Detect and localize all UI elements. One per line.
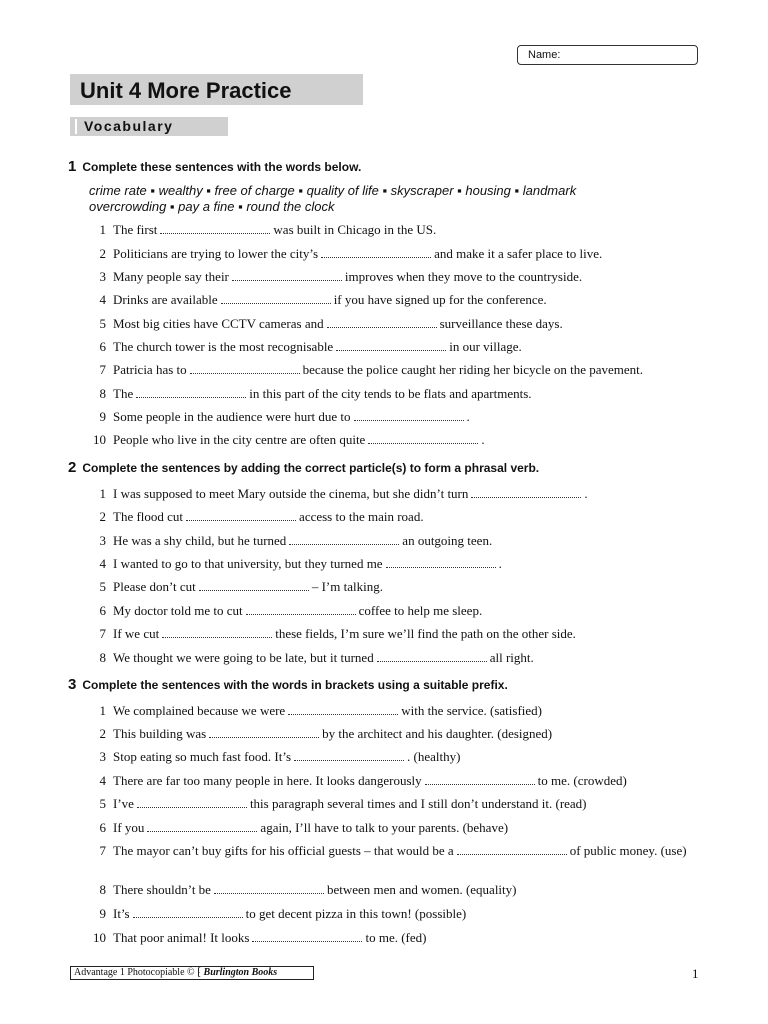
item-text-before: We complained because we were [113, 703, 286, 718]
item-text-before: This building was [113, 726, 207, 741]
item-text [106, 930, 426, 945]
item-number: 2 [99, 509, 106, 524]
item-text [106, 820, 508, 835]
item-text-before: There shouldn’t be [113, 882, 211, 897]
publisher-logo-icon: ⁅ [197, 967, 202, 978]
exercise-1-item [78, 292, 698, 308]
item-text-before: People who live in the city centre are often quite [113, 432, 366, 447]
item-text-after: . [466, 409, 470, 424]
item-text-after: was built in Chicago in the US. [273, 222, 437, 237]
item-text-before: Most big cities have CCTV cameras and [113, 316, 324, 331]
exercise-3-item [78, 703, 698, 719]
item-text-before: It’s [113, 906, 130, 921]
item-number: 10 [93, 432, 106, 447]
section-heading: Vocabulary [70, 117, 228, 136]
item-number: 4 [99, 773, 106, 788]
item-text [106, 726, 552, 741]
item-number: 2 [99, 246, 106, 261]
item-text-after: coffee to help me sleep. [358, 603, 483, 618]
item-number: 4 [99, 292, 106, 307]
name-field[interactable] [517, 45, 698, 65]
word-box-line: overcrowding ▪ pay a fine ▪ round the clock [89, 199, 335, 214]
item-number: 3 [99, 533, 106, 548]
answer-blank[interactable] [209, 728, 319, 738]
item-number: 6 [99, 339, 106, 354]
answer-blank[interactable] [137, 798, 247, 808]
item-text-before: Drinks are available [113, 292, 218, 307]
item-text-after: again, I’ll have to talk to your parents. (behave) [260, 820, 509, 835]
item-text-after: to get decent pizza in this town! (possible) [245, 906, 467, 921]
item-text-after: by the architect and his daughter. (designed) [322, 726, 553, 741]
item-text-after: surveillance these days. [439, 316, 563, 331]
item-text [106, 556, 502, 571]
item-text-before: If we cut [113, 626, 160, 641]
item-text-after: between men and women. (equality) [326, 882, 517, 897]
answer-blank[interactable] [160, 224, 270, 234]
exercise-number: 2 [68, 459, 77, 476]
exercise-3-item [78, 820, 698, 836]
footer-text: Advantage 1 Photocopiable © [74, 967, 195, 978]
item-text [106, 533, 492, 548]
item-text [106, 882, 516, 897]
answer-blank[interactable] [457, 845, 567, 855]
item-text-after: to me. (fed) [365, 930, 427, 945]
exercise-1-item [78, 432, 698, 448]
item-text-before: That poor animal! It looks [113, 930, 250, 945]
answer-blank[interactable] [133, 908, 243, 918]
item-text-after: and make it a safer place to live. [434, 246, 603, 261]
exercise-1-item [78, 269, 698, 285]
item-number: 1 [99, 703, 106, 718]
answer-blank[interactable] [232, 271, 342, 281]
item-number: 8 [99, 386, 106, 401]
item-text [106, 362, 643, 377]
item-number: 7 [99, 626, 106, 641]
item-text [106, 486, 588, 501]
item-text [106, 222, 436, 237]
item-text-before: I’ve [113, 796, 134, 811]
item-text [106, 386, 532, 401]
item-text-before: Politicians are trying to lower the city’s [113, 246, 319, 261]
exercise-instruction: Complete the sentences with the words in brackets using a suitable prefix. [82, 678, 508, 692]
exercise-1-heading [68, 158, 361, 175]
answer-blank[interactable] [221, 294, 331, 304]
answer-blank[interactable] [294, 751, 404, 761]
item-text [106, 509, 424, 524]
item-number: 5 [99, 316, 106, 331]
exercise-2-heading [68, 459, 539, 476]
item-text-after: if you have signed up for the conference. [333, 292, 547, 307]
item-text [106, 269, 582, 284]
answer-blank[interactable] [288, 705, 398, 715]
item-text-before: The first [113, 222, 158, 237]
exercise-3-item [78, 930, 698, 946]
item-number: 2 [99, 726, 106, 741]
exercise-3-item [78, 906, 698, 922]
page-number: 1 [692, 966, 699, 981]
name-label: Name: [528, 49, 561, 61]
answer-blank[interactable] [368, 434, 478, 444]
item-text-after: because the police caught her riding her bicycle on the pavement. [302, 362, 644, 377]
answer-blank[interactable] [214, 884, 324, 894]
exercise-1-item [78, 316, 698, 332]
exercise-3-heading [68, 676, 508, 693]
item-text [106, 292, 547, 307]
answer-blank[interactable] [425, 775, 535, 785]
item-text [106, 773, 627, 788]
page-title: Unit 4 More Practice [70, 74, 363, 105]
answer-blank[interactable] [190, 364, 300, 374]
item-text-before: The flood cut [113, 509, 184, 524]
item-number: 5 [99, 579, 106, 594]
item-text-after: these fields, I’m sure we’ll find the path on the other side. [275, 626, 576, 641]
exercise-2-item [78, 650, 698, 666]
exercise-instruction: Complete the sentences by adding the correct particle(s) to form a phrasal verb. [82, 461, 540, 475]
item-text [106, 626, 576, 641]
exercise-1-item [78, 246, 698, 262]
item-number: 6 [99, 820, 106, 835]
exercise-3-item [78, 726, 698, 742]
item-number: 9 [99, 409, 106, 424]
item-text [106, 796, 587, 811]
exercise-instruction: Complete these sentences with the words below. [82, 160, 362, 174]
exercise-2-item [78, 486, 698, 502]
exercise-3-item [78, 773, 698, 789]
item-text-after: this paragraph several times and I still don’t understand it. (read) [249, 796, 587, 811]
answer-blank[interactable] [471, 488, 581, 498]
exercise-2-item [78, 509, 698, 525]
item-text [106, 749, 460, 764]
answer-blank[interactable] [377, 652, 487, 662]
exercise-number: 1 [68, 158, 77, 175]
answer-blank[interactable] [199, 581, 309, 591]
item-text-before: Many people say their [113, 269, 229, 284]
answer-blank[interactable] [162, 628, 272, 638]
item-text [106, 316, 563, 331]
item-text-after: to me. (crowded) [537, 773, 627, 788]
item-text-after: an outgoing teen. [402, 533, 493, 548]
exercise-2-item [78, 556, 698, 572]
exercise-1-item [78, 339, 698, 355]
exercise-1-item [78, 222, 698, 238]
item-text [106, 246, 602, 261]
item-text-before: I was supposed to meet Mary outside the cinema, but she didn’t turn [113, 486, 469, 501]
item-text-before: Patricia has to [113, 362, 187, 377]
exercise-3-item [78, 882, 698, 898]
answer-blank[interactable] [246, 605, 356, 615]
item-text [106, 579, 383, 594]
exercise-number: 3 [68, 676, 77, 693]
answer-blank[interactable] [147, 822, 257, 832]
item-number: 3 [99, 749, 106, 764]
footer-copyright [70, 966, 314, 980]
item-text-after: in our village. [449, 339, 522, 354]
item-number: 8 [99, 650, 106, 665]
answer-blank[interactable] [321, 248, 431, 258]
item-text-after: access to the main road. [299, 509, 424, 524]
item-number: 3 [99, 269, 106, 284]
item-text-before: The mayor can’t buy gifts for his official guests – that would be a [113, 843, 454, 858]
item-text [106, 843, 698, 859]
item-text-before: I wanted to go to that university, but they turned me [113, 556, 383, 571]
answer-blank[interactable] [289, 535, 399, 545]
item-number: 6 [99, 603, 106, 618]
item-text-before: Some people in the audience were hurt due to [113, 409, 351, 424]
item-number: 7 [99, 843, 106, 858]
item-text-before: The [113, 386, 134, 401]
item-text [106, 650, 534, 665]
answer-blank[interactable] [327, 318, 437, 328]
answer-blank[interactable] [186, 511, 296, 521]
word-box-line: crime rate ▪ wealthy ▪ free of charge ▪ quality of life ▪ skyscraper ▪ housing ▪ landmark [89, 183, 577, 198]
item-text-before: There are far too many people in here. It looks dangerously [113, 773, 422, 788]
item-text-after: . (healthy) [407, 749, 461, 764]
exercise-3-item [78, 796, 698, 812]
item-text-after: of public money. (use) [569, 843, 687, 858]
item-text-before: If you [113, 820, 145, 835]
answer-blank[interactable] [252, 932, 362, 942]
exercise-1-item [78, 386, 698, 402]
item-text [106, 703, 542, 718]
item-text-after: with the service. (satisfied) [401, 703, 542, 718]
item-text [106, 906, 466, 921]
exercise-2-item [78, 579, 698, 595]
item-number: 1 [99, 222, 106, 237]
item-text-after: – I’m talking. [311, 579, 383, 594]
answer-blank[interactable] [136, 388, 246, 398]
item-text-before: The church tower is the most recognisable [113, 339, 334, 354]
word-box [89, 183, 649, 215]
item-text-after: in this part of the city tends to be flats and apartments. [249, 386, 532, 401]
exercise-2-item [78, 626, 698, 642]
publisher-name: Burlington Books [203, 967, 278, 978]
item-text [106, 409, 470, 424]
item-text-after: improves when they move to the countryside. [344, 269, 583, 284]
exercise-3-item [78, 843, 698, 859]
item-text-before: He was a shy child, but he turned [113, 533, 287, 548]
answer-blank[interactable] [336, 341, 446, 351]
exercise-2-item [78, 533, 698, 549]
item-text-before: My doctor told me to cut [113, 603, 243, 618]
exercise-1-item [78, 409, 698, 425]
item-number: 10 [93, 930, 106, 945]
item-text-before: We thought we were going to be late, but it turned [113, 650, 374, 665]
item-number: 9 [99, 906, 106, 921]
item-text-before: Please don’t cut [113, 579, 196, 594]
item-text-after: . [498, 556, 502, 571]
item-text-after: . [584, 486, 588, 501]
item-text-before: Stop eating so much fast food. It’s [113, 749, 292, 764]
item-text [106, 603, 482, 618]
exercise-2-item [78, 603, 698, 619]
item-number: 7 [99, 362, 106, 377]
item-text-after: . [481, 432, 485, 447]
item-text [106, 432, 485, 447]
item-number: 4 [99, 556, 106, 571]
exercise-3-item [78, 749, 698, 765]
exercise-1-item [78, 362, 698, 378]
item-number: 8 [99, 882, 106, 897]
item-number: 1 [99, 486, 106, 501]
item-text-after: all right. [489, 650, 534, 665]
answer-blank[interactable] [386, 558, 496, 568]
answer-blank[interactable] [354, 411, 464, 421]
item-number: 5 [99, 796, 106, 811]
item-text [106, 339, 522, 354]
